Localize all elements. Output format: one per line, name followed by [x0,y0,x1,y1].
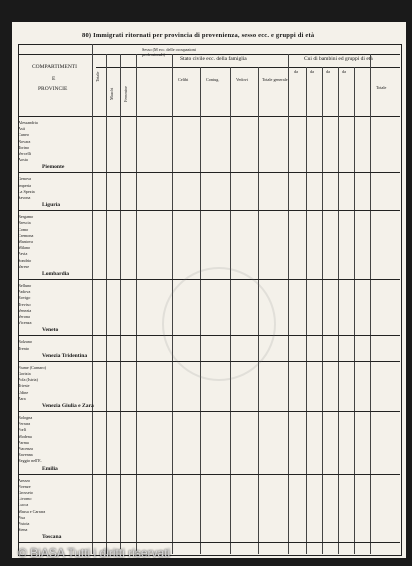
province-name: Massa e Carrara [18,508,46,514]
col-rule-9 [288,54,289,554]
province-name: Savona [18,195,31,200]
header-totale: Totale [95,71,100,82]
province-name: Venezia [18,307,32,313]
province-name: Alessandria [18,120,38,125]
province-name: Fiume (Carnaro) [18,364,47,370]
province-name: Vercelli [18,151,32,157]
header-e: E [52,76,56,82]
region-block [18,478,78,534]
header-cui-di-bambini: Cui di bambini ed gruppi di età [304,56,373,62]
province-name: Pavia [18,251,28,257]
region-block [18,214,78,270]
region-block [18,415,78,465]
province-name: Sondrio [18,257,32,263]
province-name: Ravenna [18,452,33,458]
region-rule [18,411,400,412]
province-name: Varese [18,263,30,269]
header-stato-civile: Stato civile ecc. della famiglia [180,56,247,62]
col-rule-2 [106,54,107,554]
province-name: Treviso [18,301,31,307]
region-label: Venezia Tridentina [42,352,88,359]
region-label: Piemonte [42,164,65,171]
province-name: Forlì [18,427,27,433]
region-block [18,176,78,201]
province-name: Livorno [18,496,32,502]
province-name: Modena [18,433,32,439]
col-rule-1 [92,44,93,554]
province-name: Pistoia [18,521,30,527]
region-rule [18,172,400,173]
library-stamp [162,267,276,381]
province-name: Udine [18,389,29,395]
region-rule [18,210,400,211]
table-title: 80) Immigrati ritornati per provincia di provenienza, sesso ecc. e gruppi di età [82,32,315,39]
region-rule [18,542,400,543]
province-name: Arezzo [18,477,31,483]
region-block [18,339,78,351]
province-name: Rovigo [18,295,31,301]
region-block [18,120,78,163]
region-rule [18,474,400,475]
province-name: Aosta [18,157,28,163]
province-name: Bergamo [18,214,34,220]
col-rule-10 [306,67,307,554]
header-femmine: Femmine [123,86,128,102]
province-name: Siena [18,527,28,533]
rule-top [18,54,400,55]
header-sesso-note: Sesso (M ecc. delle occupazioni professionali) [142,47,196,57]
province-name: Piacenza [18,446,33,452]
province-name: La Spezia [18,188,35,194]
province-name: Reggio nell'E. [18,458,42,464]
col-rule-11 [322,67,323,554]
province-name: Pisa [18,514,25,520]
province-name: Bolzano [18,339,32,345]
header-age-b: da [310,69,314,74]
province-name: Cuneo [18,132,29,138]
region-label: Liguria [42,202,61,209]
header-age-c: da [326,69,330,74]
province-name: Vicenza [18,320,32,326]
region-label: Emilia [42,465,58,472]
header-totale-2: Totale [376,85,387,90]
province-name: Ferrara [18,421,31,427]
province-name: Verona [18,314,30,320]
province-name: Firenze [18,483,31,489]
region-block [18,365,78,402]
province-name: Asti [18,126,25,132]
province-name: Genova [18,176,32,182]
header-vedovi: Vedovi [236,77,248,82]
header-maschi: Maschi [109,87,114,100]
province-name: Trento [18,345,30,351]
province-name: Mantova [18,239,33,244]
province-name: Parma [18,439,29,445]
province-name: Imperia [18,182,32,188]
province-name: Brescia [18,220,31,226]
province-name: Torino [18,144,30,150]
col-rule-3 [120,54,121,554]
document-page [12,22,406,558]
region-label: Lombardia [42,271,70,277]
header-compartimenti: COMPARTIMENTI [32,64,77,70]
header-provincie: PROVINCIE [38,86,68,92]
province-name: Bologna [18,415,33,420]
province-name: Zara [18,395,26,401]
col-rule-12 [338,67,339,554]
province-name: Lucca [18,502,29,508]
province-name: Gorizia [18,371,31,376]
province-name: Belluno [18,283,32,288]
region-label: Veneto [42,327,59,334]
col-rule-14 [370,54,371,554]
province-name: Grosseto [18,490,33,495]
province-name: Milano [18,245,31,251]
province-name: Pola (Istria) [18,377,38,383]
province-name: Padova [18,289,31,295]
header-age-a: da [294,69,298,74]
watermark-text: © BiASA Tutti i diritti riservati [18,546,171,560]
header-totale-generale: Totale generale [262,77,288,82]
col-rule-13 [354,67,355,554]
rule-header-bottom [18,116,400,117]
region-label: Toscana [42,534,62,541]
header-coniugati: Coniug. [206,77,220,82]
region-block [18,283,78,326]
province-name: Novara [18,138,31,144]
header-age-d: da [342,69,346,74]
region-label: Venezia Giulia e Zara [42,403,94,409]
header-celibi: Celibi [178,77,189,82]
province-name: Cremona [18,232,34,238]
province-name: Trieste [18,383,30,389]
province-name: Como [18,226,29,232]
col-rule-4 [136,54,137,554]
